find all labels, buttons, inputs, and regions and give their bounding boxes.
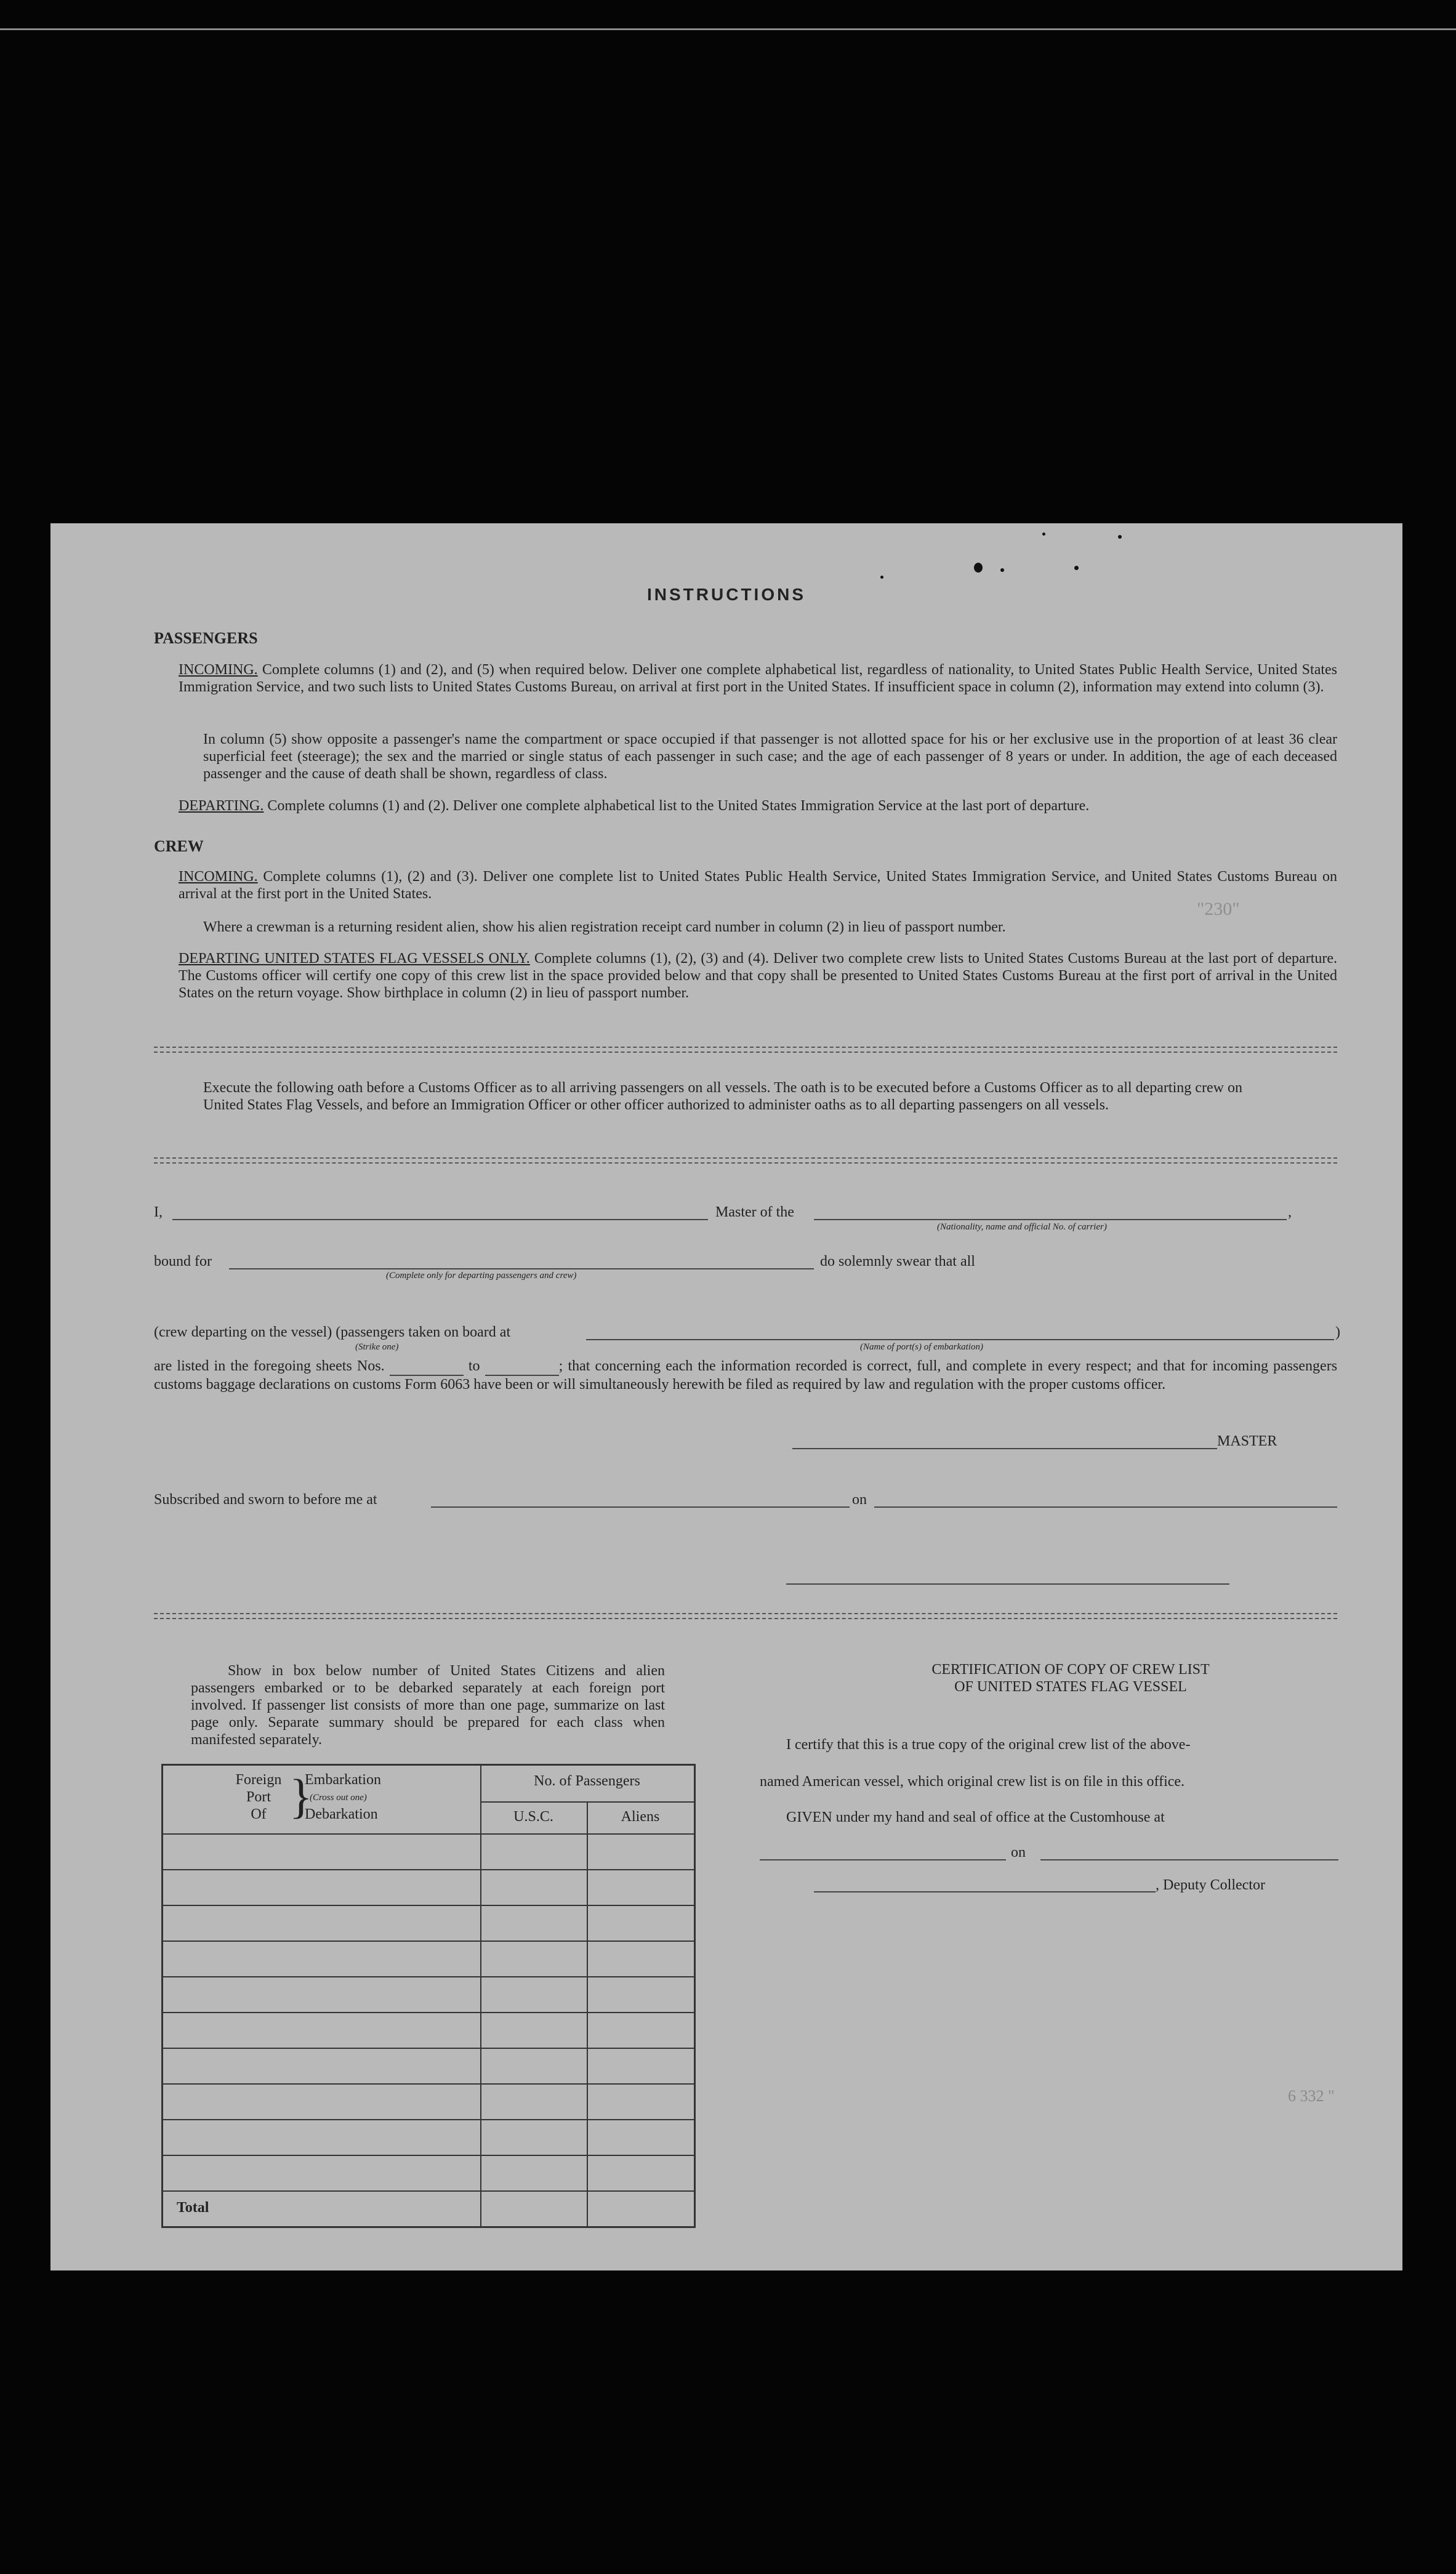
debarkation-label: Debarkation — [305, 1806, 378, 1822]
total-label: Total — [177, 2200, 209, 2216]
crew-departing-label: DEPARTING UNITED STATES FLAG VESSELS ONLY. — [179, 951, 530, 967]
certification-on-label: on — [1011, 1844, 1026, 1860]
carrier-note: (Nationality, name and official No. of carrier) — [937, 1222, 1107, 1232]
section-divider — [154, 1613, 1337, 1619]
passengers-heading: PASSENGERS — [154, 629, 258, 647]
deputy-collector-label: , Deputy Collector — [1156, 1877, 1265, 1893]
top-border-line — [0, 28, 1456, 30]
scan-speck — [1000, 568, 1004, 572]
aliens-header: Aliens — [621, 1809, 660, 1825]
crew-heading: CREW — [154, 837, 204, 855]
crew-departing-paragraph — [179, 950, 1337, 1002]
no-passengers-header: No. of Passengers — [534, 1773, 640, 1789]
deputy-signature-line[interactable] — [814, 1891, 1156, 1892]
crew-incoming-paragraph — [179, 868, 1337, 903]
certification-title-line2: OF UNITED STATES FLAG VESSEL — [954, 1679, 1187, 1695]
subscribed-place-line[interactable] — [431, 1506, 850, 1508]
passengers-departing-text: Complete columns (1) and (2). Deliver one complete alphabetical list to the United States Immigration Service at the last port of departure. — [267, 798, 1090, 814]
subscribed-date-line[interactable] — [874, 1506, 1337, 1508]
passengers-incoming-label: INCOMING. — [179, 662, 258, 678]
oath-instruction-paragraph: Execute the following oath before a Customs Officer as to all arriving passengers on all vessels. The oath is to be executed before a Customs Officer as to all departing crew on United States Flag Vessels, and before an Immigration Officer or other officer authorized to administer oaths as to all departing passengers on all vessels. — [203, 1080, 1242, 1113]
embarkation-label: Embarkation — [305, 1772, 381, 1788]
officer-signature-line[interactable] — [786, 1583, 1229, 1585]
master-label: MASTER — [1217, 1433, 1277, 1449]
listed-prefix: are listed in the foregoing sheets Nos. — [154, 1358, 385, 1374]
strike-one-note: (Strike one) — [355, 1342, 399, 1352]
bound-note: (Complete only for departing passengers and crew) — [386, 1271, 577, 1281]
instructions-title: INSTRUCTIONS — [647, 585, 806, 604]
crew-incoming-label: INCOMING. — [179, 869, 258, 885]
summary-instruction: Show in box below number of United States Citizens and alien passengers embarked or to be debarked separately at each foreign port involved. If passenger list consists of more than one page, summarize on last page only. Separate summary should be prepared for each class when manifested separately. — [191, 1663, 665, 1748]
usc-header: U.S.C. — [513, 1809, 553, 1825]
certify-line1: I certify that this is a true copy of the original crew list of the above- — [786, 1737, 1191, 1753]
scan-speck — [1118, 535, 1122, 539]
sheet-from-line[interactable] — [390, 1357, 464, 1376]
scan-speck — [974, 563, 983, 573]
certification-date-line[interactable] — [1040, 1859, 1338, 1860]
resident-alien-paragraph: Where a crewman is a returning resident alien, show his alien registration receipt card number in column (2) in lieu of passport number. — [203, 919, 1006, 935]
embarkation-port-line[interactable] — [586, 1339, 1334, 1340]
master-of-label: Master of the — [715, 1204, 794, 1220]
certify-line2: named American vessel, which original crew list is on file in this office. — [760, 1774, 1185, 1790]
faint-margin-number: 6 332 " — [1288, 2087, 1335, 2105]
close-paren: ) — [1335, 1324, 1340, 1340]
form-sheet — [50, 523, 1402, 2270]
scan-speck — [1074, 566, 1079, 570]
scan-speck — [880, 576, 883, 579]
section-divider — [154, 1157, 1337, 1164]
given-text: GIVEN under my hand and seal of office at the Customhouse at — [786, 1809, 1165, 1825]
customhouse-place-line[interactable] — [760, 1859, 1006, 1860]
master-signature-line[interactable] — [792, 1448, 1217, 1449]
crew-incoming-text: Complete columns (1), (2) and (3). Deliver one complete list to United States Public Health Service, United States Immigration Service, and United States Customs Bureau on arrival at the first port in the United States. — [179, 869, 1338, 902]
brace-mark: } — [289, 1769, 313, 1823]
comma-mark: , — [1288, 1204, 1292, 1220]
subscribed-label: Subscribed and sworn to before me at — [154, 1492, 377, 1508]
column5-paragraph: In column (5) show opposite a passenger's name the compartment or space occupied if that passenger is not allotted space for his or her exclusive use in the proportion of at least 36 clear superficial feet (steerage); the sex and the married or single status of each passenger in such case; and the age of each passenger of 8 years or under. In addition, the age of each deceased passenger and the cause of death shall be shown, regardless of class. — [203, 731, 1337, 782]
passengers-incoming-text: Complete columns (1) and (2), and (5) when required below. Deliver one complete alphabetical list, regardless of nationality, to United States Public Health Service, United States Immigration Service, and two such lists to United States Customs Bureau, on arrival at first port in the United States. If insufficient space in column (2), information may extend into column (3). — [179, 662, 1338, 695]
crew-departing-text: Complete columns (1), (2), (3) and (4). Deliver two complete crew lists to United States Customs Bureau at the last port of departure. The Customs officer will certify one copy of this crew list in the space provided below and that copy shall be presented to United States Customs Bureau at the first port of arrival in the United States on the return voyage. Show birthplace in column (2) in lieu of passport number. — [179, 951, 1338, 1001]
carrier-line[interactable] — [814, 1219, 1287, 1220]
of-label: Of — [251, 1806, 267, 1822]
oath-i-label: I, — [154, 1204, 163, 1220]
bound-for-line[interactable] — [229, 1268, 814, 1269]
passengers-departing-paragraph — [179, 797, 1337, 814]
crew-passengers-text: (crew departing on the vessel) (passengers taken on board at — [154, 1324, 511, 1340]
port-label: Port — [246, 1789, 271, 1805]
scan-speck — [1042, 533, 1045, 536]
listed-sheets-paragraph — [154, 1357, 1337, 1393]
master-name-line[interactable] — [172, 1219, 708, 1220]
foreign-label: Foreign — [235, 1772, 282, 1788]
cross-out-note: (Cross out one) — [310, 1793, 367, 1803]
subscribed-on-label: on — [852, 1492, 867, 1508]
passengers-incoming-paragraph — [179, 661, 1337, 696]
listed-rest: ; that concerning each the information recorded is correct, full, and complete in every respect; and that for incoming passengers customs baggage declarations on customs Form 6063 have been or will simultaneously herewith be filed as required by law and regulation with the proper customs officer. — [154, 1358, 1338, 1393]
to-label: to — [468, 1358, 480, 1374]
embark-note: (Name of port(s) of embarkation) — [860, 1342, 983, 1352]
swear-text: do solemnly swear that all — [820, 1253, 975, 1269]
certification-title-line1: CERTIFICATION OF COPY OF CREW LIST — [931, 1662, 1210, 1678]
passengers-departing-label: DEPARTING. — [179, 798, 264, 814]
faint-stamp-number: "230" — [1197, 899, 1240, 919]
section-divider — [154, 1047, 1337, 1053]
bound-for-label: bound for — [154, 1253, 212, 1269]
sheet-to-line[interactable] — [485, 1357, 559, 1376]
passenger-summary-table — [161, 1764, 696, 2228]
